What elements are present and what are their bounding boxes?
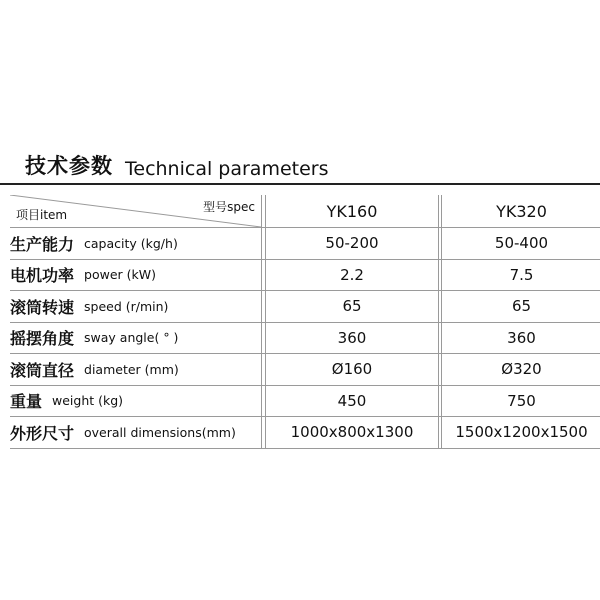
header-corner-cell [10, 195, 262, 227]
table-row [10, 228, 600, 260]
row-label [10, 417, 262, 448]
value-cell: 50-400 [441, 228, 600, 259]
value-cell: 50-200 [265, 228, 439, 259]
value-cell: 750 [441, 386, 600, 417]
value-cell: 2.2 [265, 260, 439, 291]
row-label [10, 228, 262, 259]
row-label-chinese: 滚筒转速 [10, 297, 75, 317]
row-label [10, 386, 262, 417]
value-cell: 7.5 [441, 260, 600, 291]
value-cell: 65 [441, 291, 600, 322]
value-cell: 1500x1200x1500 [441, 417, 600, 448]
spec-label: 型号spec [203, 200, 255, 214]
row-label [10, 291, 262, 322]
row-label-english: diameter (mm) [84, 361, 179, 377]
section-heading [25, 150, 329, 180]
row-label-chinese: 生产能力 [10, 234, 75, 254]
value-cell: Ø320 [441, 354, 600, 385]
table-row [10, 260, 600, 292]
row-label-english: capacity (kg/h) [84, 235, 178, 251]
row-label-chinese: 外形尺寸 [10, 423, 75, 443]
model-name: YK160 [326, 201, 378, 221]
heading-divider [0, 183, 600, 185]
heading-chinese: 技术参数 [25, 154, 113, 178]
value-cell: 65 [265, 291, 439, 322]
value-cell: 360 [441, 323, 600, 354]
table-row [10, 291, 600, 323]
row-label-english: weight (kg) [52, 393, 124, 409]
table-row [10, 354, 600, 386]
row-label-english: power (kW) [84, 267, 156, 283]
row-label [10, 323, 262, 354]
spec-table [10, 195, 600, 449]
value-cell: 1000x800x1300 [265, 417, 439, 448]
value-cell: 360 [265, 323, 439, 354]
model-name: YK320 [496, 201, 547, 221]
value-cell: Ø160 [265, 354, 439, 385]
row-label-chinese: 滚筒直径 [10, 360, 75, 380]
table-row [10, 417, 600, 449]
table-header-row [10, 195, 600, 228]
item-label: 项目item [16, 208, 68, 222]
model-header-1 [265, 195, 439, 227]
row-label-english: overall dimensions(mm) [84, 424, 236, 440]
table-row [10, 386, 600, 418]
row-label-english: sway angle( ° ) [84, 330, 179, 346]
table-row [10, 323, 600, 355]
model-header-2 [441, 195, 600, 227]
row-label-chinese: 重量 [10, 392, 43, 412]
row-label [10, 354, 262, 385]
heading-english: Technical parameters [125, 158, 329, 180]
row-label [10, 260, 262, 291]
value-cell: 450 [265, 386, 439, 417]
row-label-chinese: 摇摆角度 [10, 329, 75, 349]
row-label-chinese: 电机功率 [10, 266, 75, 286]
row-label-english: speed (r/min) [84, 298, 169, 314]
